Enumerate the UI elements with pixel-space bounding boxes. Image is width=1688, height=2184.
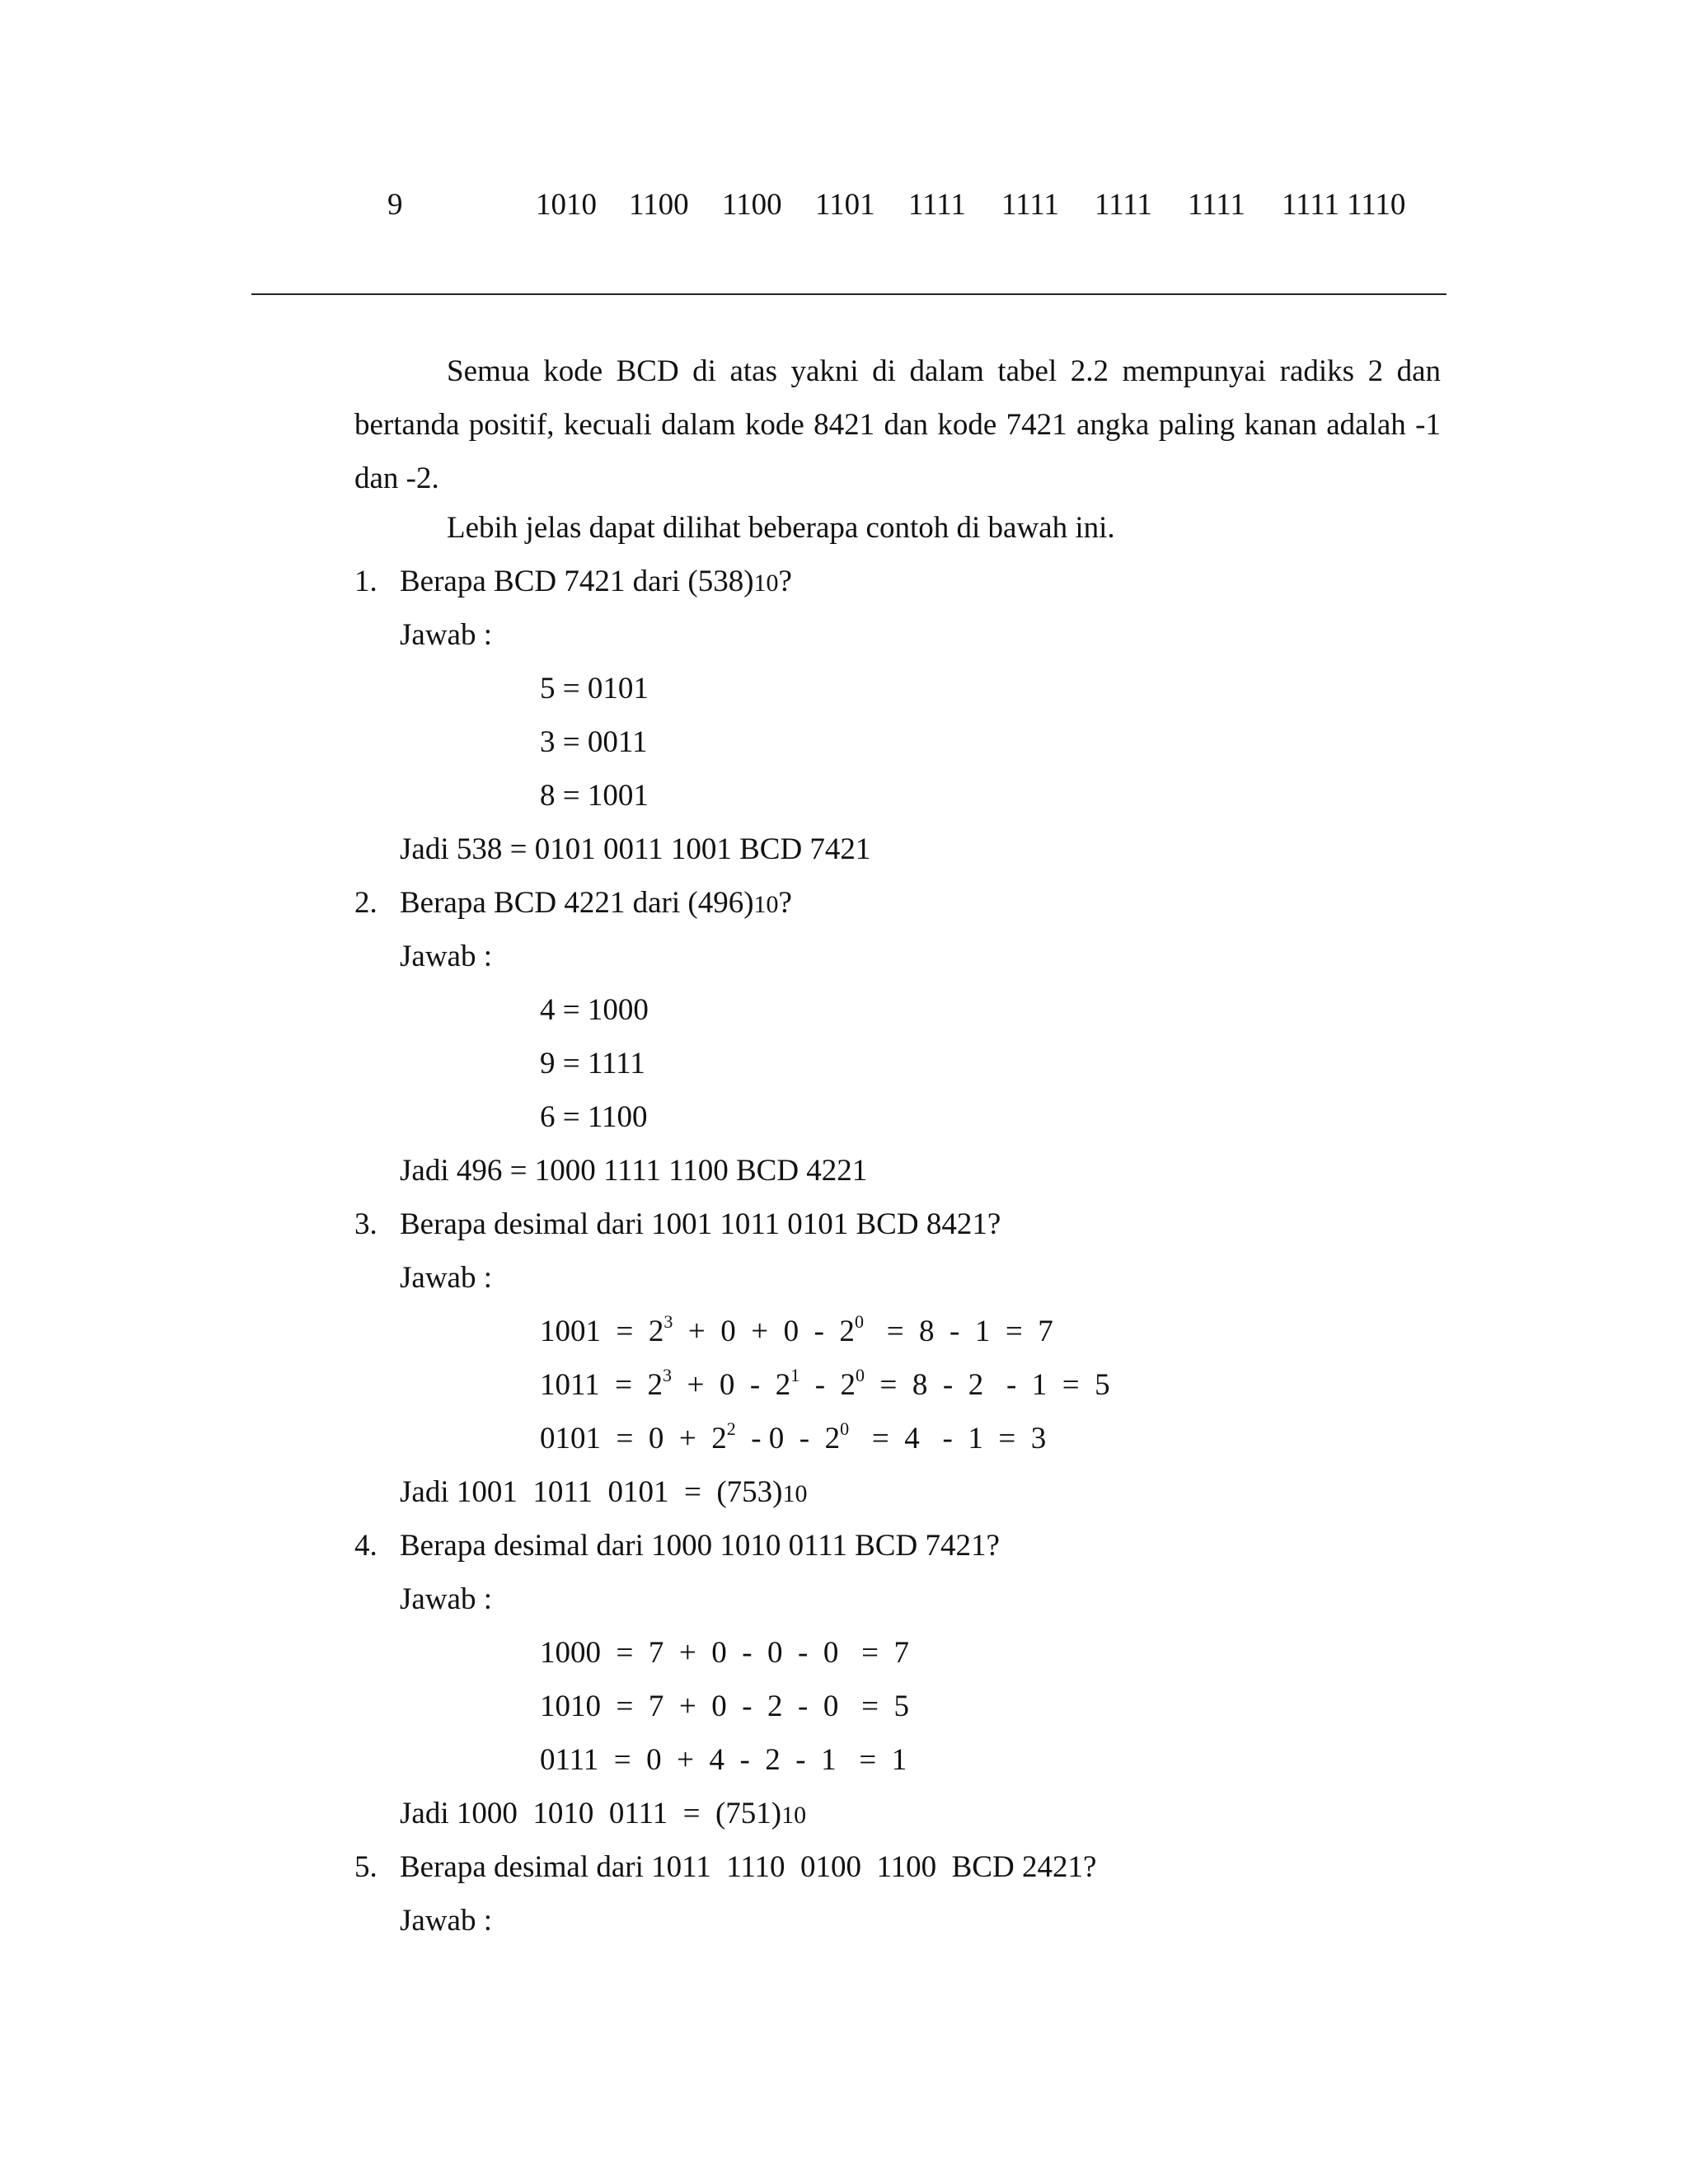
question-mark: ? [778,886,792,920]
conversion-line: 4 = 1000 [540,993,649,1027]
base-subscript: 10 [753,891,779,918]
base-subscript: 10 [782,1480,808,1507]
table-cell: 1101 [815,188,875,222]
example-number: 2. [354,886,377,920]
example-number: 4. [354,1529,377,1563]
result-line: Jadi 1001 1011 0101 = (753)10 [400,1475,808,1509]
base-subscript: 10 [781,1802,807,1829]
example-number: 3. [354,1207,377,1241]
table-cell: 1100 [629,188,689,222]
example-question [400,566,792,597]
conversion-line: 6 = 1100 [540,1100,648,1134]
table-bottom-rule [251,293,1447,295]
example-question [400,888,792,918]
calc-line: 1010 = 7 + 0 - 2 - 0 = 5 [540,1690,909,1723]
result-line: Jadi 496 = 1000 1111 1100 BCD 4221 [400,1154,868,1188]
table-cell: 1010 [536,188,597,222]
calc-line: $1011 = 2^3 + 0 - 2^1 - 2^0 = 8 - 2 - 1 = 5$ [540,1365,1110,1402]
table-cell: 1111 1110 [1282,188,1406,222]
question-mark: ? [778,565,792,598]
conversion-line: 8 = 1001 [540,779,649,813]
result-line: Jadi 1000 1010 0111 = (751)10 [400,1797,807,1830]
calc-line: 1000 = 7 + 0 - 0 - 0 = 7 [540,1636,909,1670]
conversion-line: 5 = 0101 [540,672,649,705]
question-text: Berapa BCD 7421 dari (538) [400,565,754,598]
example-number: 1. [354,565,377,598]
jawab-label: Jawab : [400,940,492,973]
table-cell: 1111 [1188,188,1245,222]
paragraph [354,344,1441,505]
question-text: Berapa BCD 4221 dari (496) [400,886,754,920]
conversion-line: 3 = 0011 [540,725,648,759]
table-cell: 1111 [908,188,966,222]
calc-line: $0101 = 0 + 2^2 - 0 - 2^0 = 4 - 1 = 3$ [540,1418,1047,1455]
jawab-label: Jawab : [400,1582,492,1616]
base-subscript: 10 [753,569,779,597]
calc-line: $1001 = 2^3 + 0 + 0 - 2^0 = 8 - 1 = 7$ [540,1311,1053,1348]
example-number: 5. [354,1850,377,1884]
calc-line: 0111 = 0 + 4 - 2 - 1 = 1 [540,1743,907,1777]
table-cell: 1100 [722,188,782,222]
table-cell: 1111 [1001,188,1059,222]
paragraph-intro: Lebih jelas dapat dilihat beberapa contoh di bawah ini. [447,511,1115,545]
table-cell: 1111 [1095,188,1152,222]
jawab-label: Jawab : [400,618,492,652]
table-row-label: 9 [387,188,403,222]
jawab-label: Jawab : [400,1904,492,1938]
jawab-label: Jawab : [400,1261,492,1295]
example-question: Berapa desimal dari 1001 1011 0101 BCD 8421? [400,1207,1001,1241]
example-question: Berapa desimal dari 1011 1110 0100 1100 BCD 2421? [400,1850,1097,1884]
conversion-line: 9 = 1111 [540,1047,645,1080]
paragraph-text: Semua kode BCD di atas yakni di dalam tabel 2.2 mempunyai radiks 2 dan bertanda positif, kecuali dalam kode 8421 dan kode 7421 angka paling kanan adalah -1 dan -2. [354,354,1441,495]
result-line: Jadi 538 = 0101 0011 1001 BCD 7421 [400,832,871,866]
example-question: Berapa desimal dari 1000 1010 0111 BCD 7421? [400,1529,1000,1563]
